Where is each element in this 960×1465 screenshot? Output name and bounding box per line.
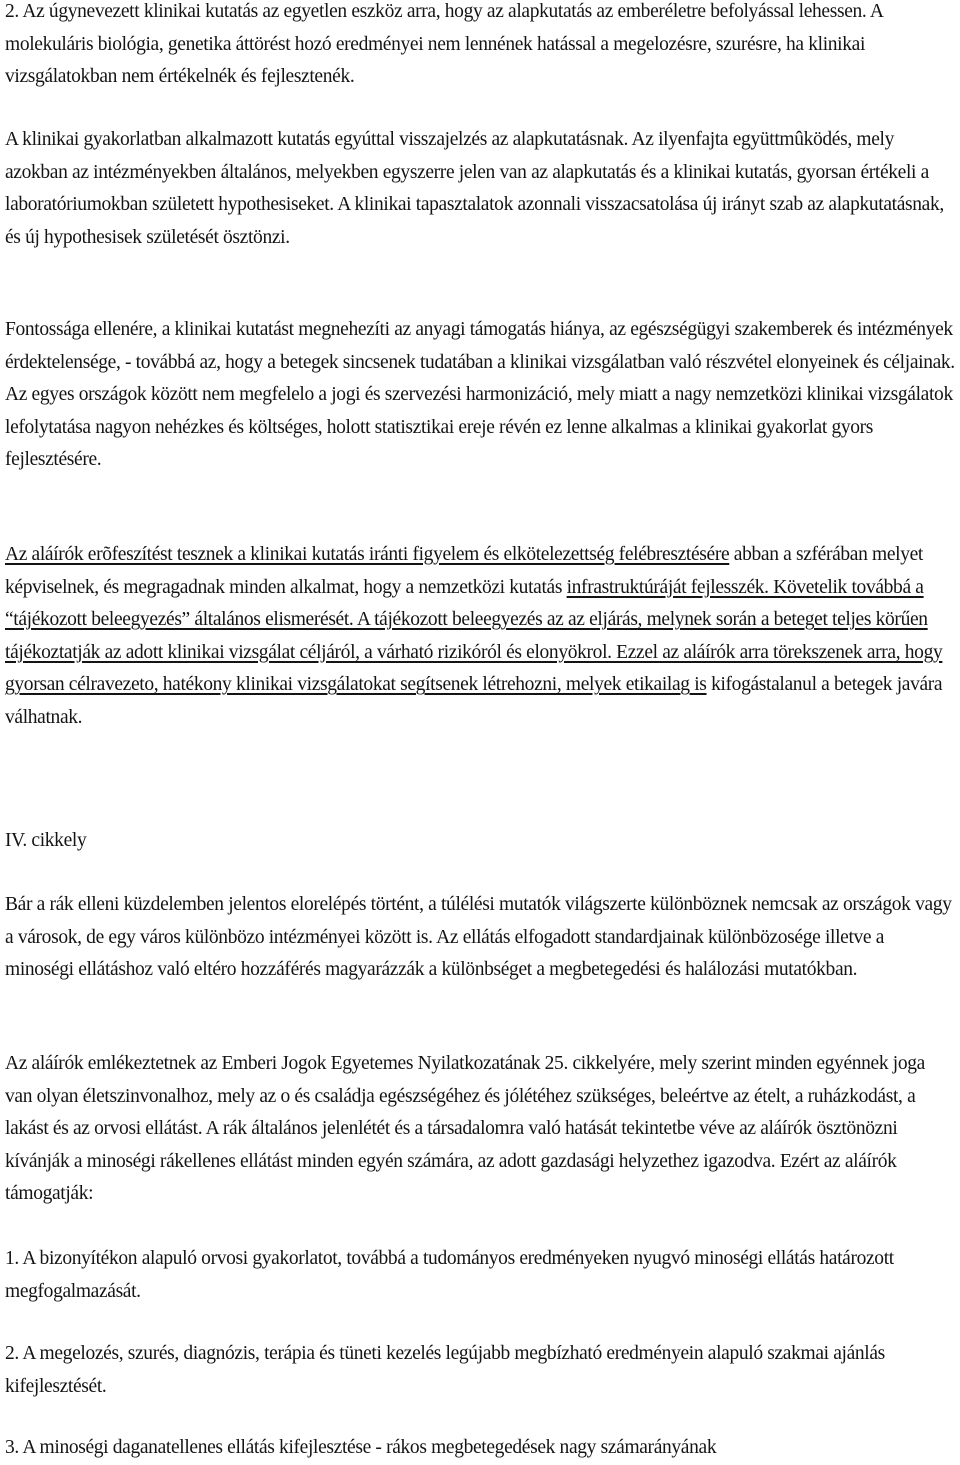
plain-text: kifogástalanul a betegek javára válhatnak. bbox=[5, 674, 943, 728]
paragraph-survival-differences: Bár a rák elleni küzdelemben jelentos elorelépés történt, a túlélési mutatók világszerte különböznek nemcsak az országok vagy a városok, de egy város különbözo intézményei között is. Az ellátás elfogadott standardjainak különbözosége illetve a minoségi ellátáshoz való eltéro hozzáférés magyarázzák a különbséget a megbetegedési és halálozási mutatókban. bbox=[5, 894, 952, 981]
paragraph-clinical-feedback: A klinikai gyakorlatban alkalmazott kutatás egyúttal visszajelzés az alapkutatásnak. Az ilyenfajta együttmûködés, mely azokban az intézményekben általános, melyekben egyszerre jelen van az alapkutatás és a klinikai kutatás, gyorsan értékeli a laboratóriumokban született hypothesiseket. A klinikai tapasztalatok azonnali visszacsatolása új irányt szab az alapkutatásnak, és új hypothesisek születését ösztönzi. bbox=[5, 129, 944, 248]
underlined-text: infrastruktúráját fejlesszék. Követelik továbbá a “tájékozott beleegyezés” általános elismerését. A tájékozott beleegyezés az az eljárás, melynek során a beteget teljes körűen tájékoztatják az adott klinikai vizsgálat céljáról, a várható rizikóról és elonyökrol. Ezzel az aláírók arra törekszenek arra, hogy gyorsan célravezeto, hatékony klinikai vizsgálatokat segítsenek létrehozni, melyek etikailag is bbox=[5, 576, 943, 696]
section-heading: IV. cikkely bbox=[5, 830, 87, 851]
list-item-2: 2. A megelozés, szurés, diagnózis, terápia és tüneti kezelés legújabb megbízható eredményein alapuló szakmai ajánlás kifejlesztését. bbox=[5, 1343, 885, 1397]
list-item-1: 1. A bizonyítékon alapuló orvosi gyakorlatot, továbbá a tudományos eredményeken nyugvó minoségi ellátás határozott megfogalmazását. bbox=[5, 1248, 894, 1302]
paragraph-human-rights: Az aláírók emlékeztetnek az Emberi Jogok Egyetemes Nyilatkozatának 25. cikkelyére, mely szerint minden egyénnek joga van olyan életszinvonalhoz, mely az o és családja egészségéhez és jólétéhez szükséges, beleértve az ételt, a ruházkodást, a lakást és az orvosi ellátást. A rák általános jelenlétét és a társadalomra való hatását tekintetbe véve az aláírók ösztönözni kívánják a minoségi rákellenes ellátást minden egyén számára, az adott gazdasági helyzethez igazodva. Ezért az aláírók támogatják: bbox=[5, 1053, 925, 1205]
plain-text: abban a szférában melyet képviselnek, és megragadnak minden alkalmat, hogy a nemzetközi kutatás bbox=[5, 544, 923, 598]
list-item-3: 3. A minoségi daganatellenes ellátás kifejlesztése - rákos megbetegedések nagy számarányának bbox=[5, 1437, 717, 1458]
paragraph-clinical-research-intro: 2. Az úgynevezett klinikai kutatás az egyetlen eszköz arra, hogy az alapkutatás az emberéletre befolyással lehessen. A molekuláris biológia, genetika áttörést hozó eredményei nem lennének hatással a megelozésre, szurésre, ha klinikai vizsgálatokban nem értékelnék és fejlesztenék. bbox=[5, 1, 883, 88]
underlined-text: Az aláírók erõfeszítést tesznek a klinikai kutatás iránti figyelem és elkötelezettség felébresztésére bbox=[5, 544, 730, 565]
paragraph-research-obstacles: Fontossága ellenére, a klinikai kutatást megnehezíti az anyagi támogatás hiánya, az egészségügyi szakemberek és intézmények érdektelensége, - továbbá az, hogy a betegek sincsenek tudatában a klinikai vizsgálatban való részvétel elonyeinek és céljainak. Az egyes országok között nem megfelelo a jogi és szervezési harmonizáció, mely miatt a nagy nemzetközi klinikai vizsgálatok lefolytatása nagyon nehézkes és költséges, holott statisztikai ereje révén ez lenne alkalmas a klinikai gyakorlat gyors fejlesztésére. bbox=[5, 319, 955, 471]
paragraph-signatories-commitment bbox=[5, 539, 955, 735]
